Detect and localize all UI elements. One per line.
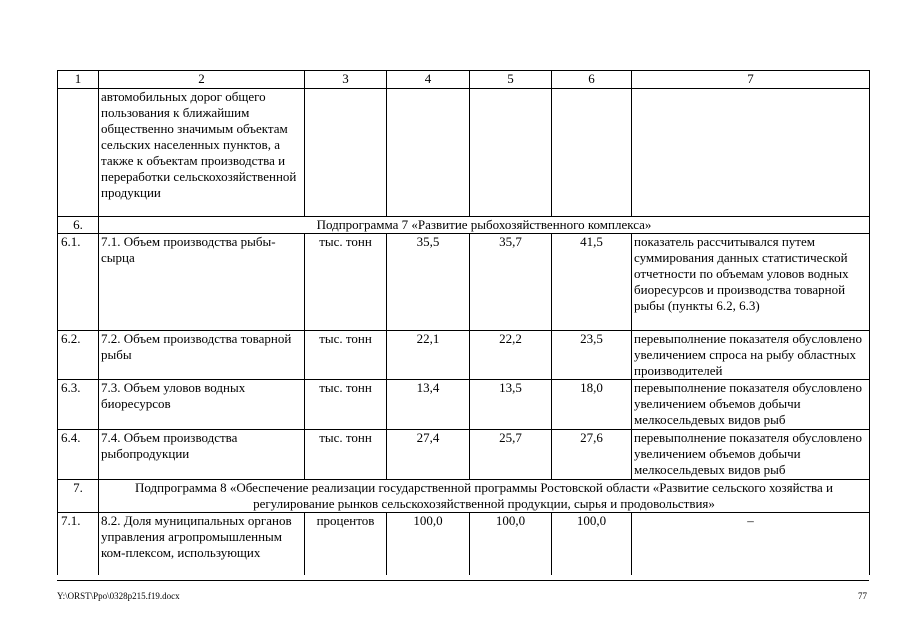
indicator-name-cell: 7.4. Объем производства рыбопродукции: [99, 430, 305, 480]
value-cell: 22,1: [387, 331, 470, 380]
value-cell: 100,0: [470, 513, 552, 575]
value-cell: 27,6: [552, 430, 632, 480]
table-row: [58, 513, 870, 575]
indicator-name-cell: 7.1. Объем производства рыбы-сырца: [99, 234, 305, 331]
unit-cell: тыс. тонн: [305, 380, 387, 430]
row-number-cell: 7.: [58, 480, 99, 513]
value-cell: 41,5: [552, 234, 632, 331]
value-cell: 13,5: [470, 380, 552, 430]
note-cell: перевыполнение показателя обусловлено увеличением объемов добычи мелкосельдевых видов рыб: [632, 430, 870, 480]
column-number: 2: [99, 71, 305, 89]
value-cell: [470, 89, 552, 217]
column-number: 4: [387, 71, 470, 89]
subprogram-title: Подпрограмма 7 «Развитие рыбохозяйственного комплекса»: [99, 217, 870, 234]
unit-cell: тыс. тонн: [305, 430, 387, 480]
indicators-table: [57, 70, 870, 575]
value-cell: 35,5: [387, 234, 470, 331]
page-number: 77: [858, 591, 867, 601]
unit-cell: [305, 89, 387, 217]
row-number-cell: 6.2.: [58, 331, 99, 380]
indicator-name-cell: 7.2. Объем производства товарной рыбы: [99, 331, 305, 380]
table-bottom-rule: [57, 580, 869, 581]
row-number-cell: 6.4.: [58, 430, 99, 480]
table-row: [58, 89, 870, 217]
unit-cell: процентов: [305, 513, 387, 575]
subprogram-row: [58, 480, 870, 513]
subprogram-title: Подпрограмма 8 «Обеспечение реализации государственной программы Ростовской области «Развитие сельского хозяйства и регулирование рынков сельскохозяйственной продукции, сырья и продовольствия»: [99, 480, 870, 513]
note-cell: [632, 89, 870, 217]
row-number-cell: [58, 89, 99, 217]
value-cell: 35,7: [470, 234, 552, 331]
value-cell: 22,2: [470, 331, 552, 380]
row-number-cell: 7.1.: [58, 513, 99, 575]
value-cell: 100,0: [552, 513, 632, 575]
note-cell: перевыполнение показателя обусловлено увеличением объемов добычи мелкосельдевых видов рыб: [632, 380, 870, 430]
column-number-row: [58, 71, 870, 89]
row-number-cell: 6.3.: [58, 380, 99, 430]
value-cell: 100,0: [387, 513, 470, 575]
column-number: 5: [470, 71, 552, 89]
value-cell: [387, 89, 470, 217]
unit-cell: тыс. тонн: [305, 331, 387, 380]
value-cell: 23,5: [552, 331, 632, 380]
column-number: 3: [305, 71, 387, 89]
table-row: [58, 430, 870, 480]
indicator-name-cell: автомобильных дорог общего пользования к ближайшим общественно значимым объектам сельских населенных пунктов, а также к объектам производства и переработки сельскохозяйственной продукции: [99, 89, 305, 217]
table-row: [58, 331, 870, 380]
value-cell: 18,0: [552, 380, 632, 430]
note-cell: –: [632, 513, 870, 575]
value-cell: 25,7: [470, 430, 552, 480]
table-row: [58, 234, 870, 331]
indicator-name-cell: 8.2. Доля муниципальных органов управления агропромышленным ком-плексом, использующих: [99, 513, 305, 575]
value-cell: 13,4: [387, 380, 470, 430]
note-cell: показатель рассчитывался путем суммирования данных статистической отчетности по объемам уловов водных биоресурсов и производства товарной рыбы (пункты 6.2, 6.3): [632, 234, 870, 331]
column-number: 6: [552, 71, 632, 89]
unit-cell: тыс. тонн: [305, 234, 387, 331]
column-number: 7: [632, 71, 870, 89]
column-number: 1: [58, 71, 99, 89]
value-cell: 27,4: [387, 430, 470, 480]
file-path-footer: Y:\ORST\Ppo\0328p215.f19.docx: [57, 591, 180, 601]
note-cell: перевыполнение показателя обусловлено увеличением спроса на рыбу областных производителей: [632, 331, 870, 380]
indicator-name-cell: 7.3. Объем уловов водных биоресурсов: [99, 380, 305, 430]
subprogram-row: [58, 217, 870, 234]
row-number-cell: 6.1.: [58, 234, 99, 331]
table-row: [58, 380, 870, 430]
row-number-cell: 6.: [58, 217, 99, 234]
value-cell: [552, 89, 632, 217]
